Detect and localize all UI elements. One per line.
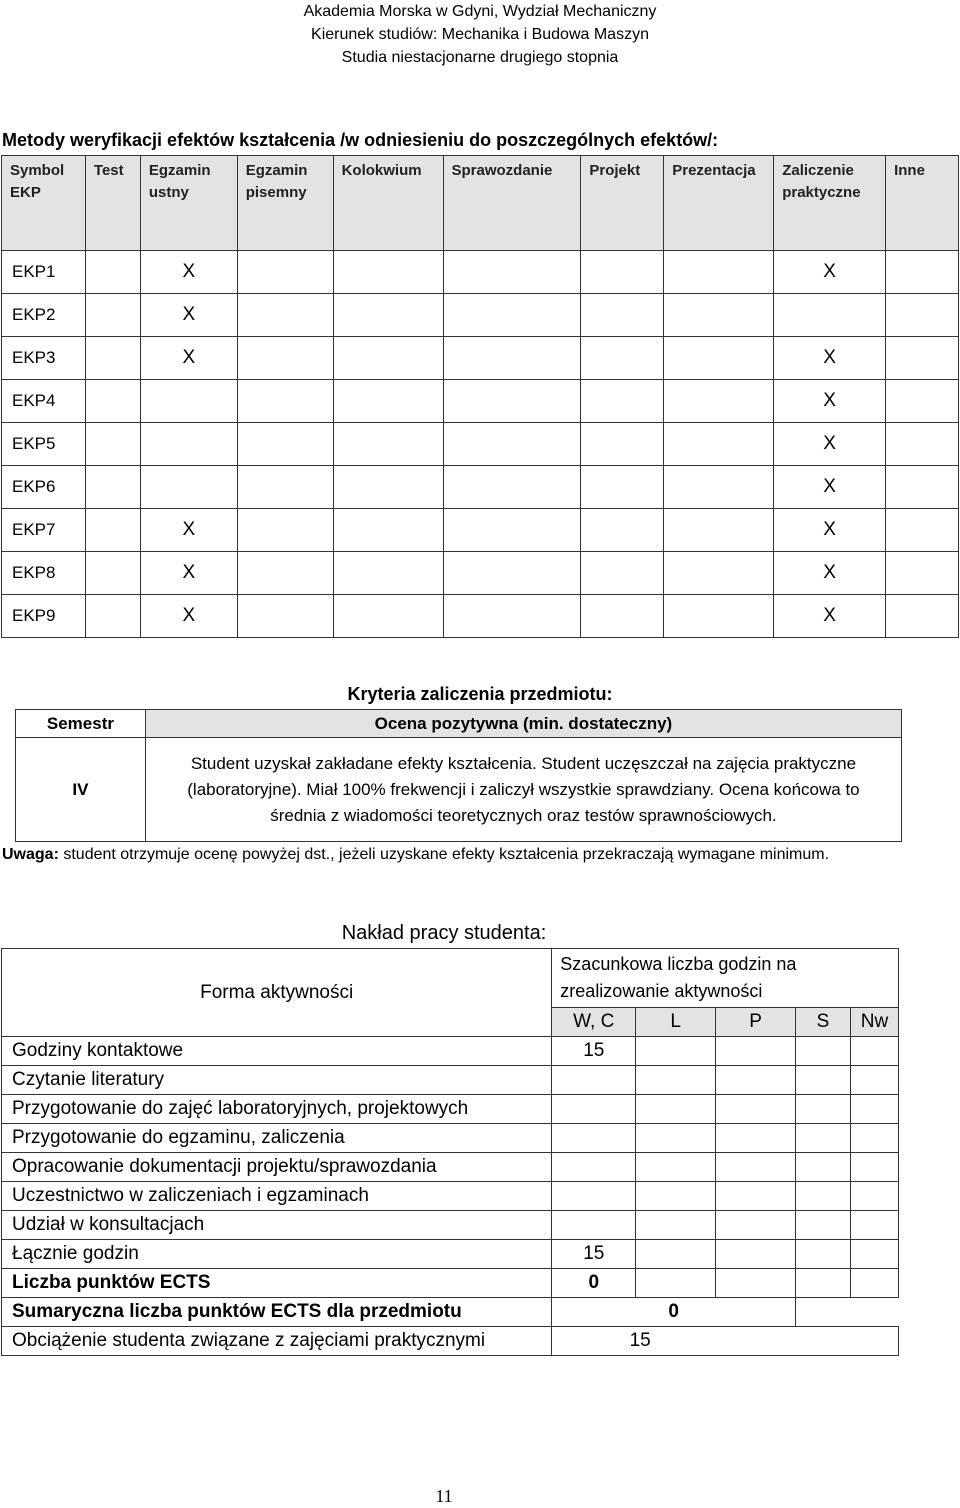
note-text: student otrzymuje ocenę powyżej dst., jeżeli uzyskane efekty kształcenia przekraczają wymagane minimum. bbox=[58, 846, 830, 863]
method-mark bbox=[443, 337, 581, 380]
method-mark bbox=[85, 380, 140, 423]
activity-hours bbox=[850, 1153, 898, 1182]
header-institution: Akademia Morska w Gdyni, Wydział Mechaniczny bbox=[303, 3, 657, 20]
total-hours-value: 15 bbox=[552, 1240, 636, 1269]
header-field: Kierunek studiów: Mechanika i Budowa Maszyn bbox=[311, 26, 649, 43]
ekp-symbol: EKP1 bbox=[2, 251, 86, 294]
activity-hours bbox=[716, 1066, 796, 1095]
activity-hours bbox=[636, 1066, 716, 1095]
activity-hours bbox=[796, 1182, 851, 1211]
method-mark bbox=[664, 337, 774, 380]
method-mark bbox=[581, 294, 664, 337]
workload-row bbox=[2, 1182, 899, 1211]
method-mark bbox=[443, 509, 581, 552]
activity-hours bbox=[552, 1095, 636, 1124]
method-mark: X bbox=[140, 337, 237, 380]
activity-label: Przygotowanie do egzaminu, zaliczenia bbox=[2, 1124, 552, 1153]
activity-hours bbox=[636, 1095, 716, 1124]
ekp-symbol: EKP9 bbox=[2, 595, 86, 638]
activity-hours bbox=[850, 1066, 898, 1095]
method-mark bbox=[85, 595, 140, 638]
method-mark: X bbox=[140, 552, 237, 595]
activity-hours bbox=[850, 1182, 898, 1211]
activity-hours bbox=[796, 1153, 851, 1182]
method-mark bbox=[237, 552, 333, 595]
workload-row bbox=[2, 1066, 899, 1095]
method-mark bbox=[664, 294, 774, 337]
method-mark bbox=[333, 380, 443, 423]
method-mark bbox=[85, 251, 140, 294]
method-mark bbox=[581, 466, 664, 509]
col-projekt: Projekt bbox=[581, 156, 664, 251]
col-test: Test bbox=[85, 156, 140, 251]
workload-row bbox=[2, 1153, 899, 1182]
method-mark bbox=[85, 423, 140, 466]
activity-hours: 15 bbox=[552, 1037, 636, 1066]
activity-hours bbox=[636, 1153, 716, 1182]
total-hours-label: Łącznie godzin bbox=[2, 1240, 552, 1269]
workload-row bbox=[2, 1211, 899, 1240]
activity-hours bbox=[850, 1124, 898, 1153]
ekp-symbol: EKP8 bbox=[2, 552, 86, 595]
activity-hours bbox=[796, 1066, 851, 1095]
method-mark: X bbox=[140, 595, 237, 638]
practical-label: Obciążenie studenta związane z zajęciami praktycznymi bbox=[2, 1327, 552, 1356]
sum-ects-value: 0 bbox=[552, 1298, 796, 1327]
method-mark bbox=[886, 251, 959, 294]
table-row bbox=[2, 509, 959, 552]
col-sprawozdanie: Sprawozdanie bbox=[443, 156, 581, 251]
activity-hours bbox=[552, 1124, 636, 1153]
note-label: Uwaga: bbox=[2, 846, 59, 863]
activity-hours bbox=[636, 1124, 716, 1153]
method-mark bbox=[443, 466, 581, 509]
method-mark: X bbox=[774, 251, 886, 294]
method-mark bbox=[443, 552, 581, 595]
method-mark: X bbox=[140, 251, 237, 294]
table-row bbox=[2, 466, 959, 509]
table-row bbox=[2, 552, 959, 595]
method-mark bbox=[237, 337, 333, 380]
method-mark bbox=[237, 595, 333, 638]
method-mark bbox=[85, 509, 140, 552]
ekp-symbol: EKP6 bbox=[2, 466, 86, 509]
col-prezentacja: Prezentacja bbox=[664, 156, 774, 251]
method-mark bbox=[237, 380, 333, 423]
activity-hours bbox=[796, 1124, 851, 1153]
method-mark bbox=[664, 509, 774, 552]
method-mark bbox=[237, 251, 333, 294]
table-row bbox=[2, 294, 959, 337]
method-mark bbox=[581, 595, 664, 638]
method-mark bbox=[443, 423, 581, 466]
subcol-l: L bbox=[636, 1008, 716, 1037]
method-mark: X bbox=[774, 337, 886, 380]
method-mark bbox=[581, 337, 664, 380]
method-mark bbox=[581, 251, 664, 294]
method-mark bbox=[333, 552, 443, 595]
method-mark bbox=[333, 423, 443, 466]
table-row bbox=[2, 423, 959, 466]
activity-hours bbox=[552, 1066, 636, 1095]
estimate-label: Szacunkowa liczba godzin na zrealizowanie aktywności bbox=[552, 949, 899, 1008]
method-mark: X bbox=[774, 552, 886, 595]
criteria-note bbox=[2, 844, 882, 866]
grade-label: Ocena pozytywna (min. dostateczny) bbox=[145, 710, 901, 738]
method-mark: X bbox=[140, 294, 237, 337]
method-mark bbox=[443, 294, 581, 337]
method-mark bbox=[664, 423, 774, 466]
header-study-mode: Studia niestacjonarne drugiego stopnia bbox=[341, 49, 619, 66]
method-mark bbox=[886, 509, 959, 552]
workload-row bbox=[2, 1124, 899, 1153]
table-row bbox=[2, 337, 959, 380]
method-mark bbox=[443, 595, 581, 638]
method-mark bbox=[886, 337, 959, 380]
table-row bbox=[2, 595, 959, 638]
method-mark bbox=[85, 466, 140, 509]
activity-hours bbox=[552, 1153, 636, 1182]
method-mark bbox=[581, 380, 664, 423]
method-mark bbox=[443, 380, 581, 423]
sum-ects-label: Sumaryczna liczba punktów ECTS dla przedmiotu bbox=[2, 1298, 552, 1327]
workload-row bbox=[2, 1095, 899, 1124]
activity-hours bbox=[636, 1037, 716, 1066]
activity-hours bbox=[796, 1211, 851, 1240]
methods-table bbox=[1, 155, 959, 638]
activity-label: Czytanie literatury bbox=[2, 1066, 552, 1095]
subcol-wc: W, C bbox=[552, 1008, 636, 1037]
col-egzamin-ustny: Egzamin ustny bbox=[140, 156, 237, 251]
activity-hours bbox=[796, 1095, 851, 1124]
activity-hours bbox=[716, 1037, 796, 1066]
semester-label: Semestr bbox=[16, 710, 146, 738]
col-inne: Inne bbox=[886, 156, 959, 251]
activity-hours bbox=[850, 1037, 898, 1066]
method-mark bbox=[443, 251, 581, 294]
method-mark bbox=[581, 509, 664, 552]
method-mark bbox=[85, 294, 140, 337]
methods-header-row bbox=[2, 156, 959, 251]
ekp-symbol: EKP3 bbox=[2, 337, 86, 380]
method-mark: X bbox=[774, 423, 886, 466]
activity-hours bbox=[850, 1095, 898, 1124]
method-mark bbox=[886, 423, 959, 466]
method-mark bbox=[140, 466, 237, 509]
activity-hours bbox=[716, 1211, 796, 1240]
semester-value: IV bbox=[16, 738, 146, 842]
ekp-symbol: EKP7 bbox=[2, 509, 86, 552]
subcol-s: S bbox=[796, 1008, 851, 1037]
activity-hours bbox=[636, 1182, 716, 1211]
activity-hours bbox=[716, 1095, 796, 1124]
practical-value: 15 bbox=[552, 1327, 899, 1356]
method-mark bbox=[237, 423, 333, 466]
method-mark bbox=[333, 337, 443, 380]
activity-hours bbox=[716, 1124, 796, 1153]
workload-title: Nakład pracy studenta: bbox=[341, 922, 547, 944]
method-mark bbox=[333, 294, 443, 337]
method-mark bbox=[237, 294, 333, 337]
activity-hours bbox=[716, 1182, 796, 1211]
method-mark bbox=[886, 466, 959, 509]
method-mark bbox=[664, 595, 774, 638]
method-mark bbox=[886, 380, 959, 423]
method-mark bbox=[333, 509, 443, 552]
activity-label: Opracowanie dokumentacji projektu/sprawozdania bbox=[2, 1153, 552, 1182]
method-mark bbox=[581, 423, 664, 466]
table-row bbox=[2, 251, 959, 294]
form-label: Forma aktywności bbox=[2, 949, 552, 1037]
method-mark bbox=[140, 423, 237, 466]
ekp-symbol: EKP4 bbox=[2, 380, 86, 423]
method-mark bbox=[333, 595, 443, 638]
ekp-symbol: EKP5 bbox=[2, 423, 86, 466]
method-mark bbox=[581, 552, 664, 595]
criteria-title: Kryteria zaliczenia przedmiotu: bbox=[347, 684, 613, 704]
method-mark bbox=[664, 380, 774, 423]
activity-hours bbox=[716, 1153, 796, 1182]
col-zaliczenie-praktyczne: Zaliczenie praktyczne bbox=[774, 156, 886, 251]
table-row bbox=[2, 380, 959, 423]
activity-hours bbox=[796, 1037, 851, 1066]
method-mark: X bbox=[774, 466, 886, 509]
method-mark bbox=[664, 466, 774, 509]
methods-title: Metody weryfikacji efektów kształcenia /w odniesieniu do poszczególnych efektów/: bbox=[2, 130, 719, 150]
activity-label: Uczestnictwo w zaliczeniach i egzaminach bbox=[2, 1182, 552, 1211]
method-mark bbox=[85, 552, 140, 595]
subcol-nw: Nw bbox=[850, 1008, 898, 1037]
method-mark bbox=[664, 251, 774, 294]
method-mark bbox=[333, 466, 443, 509]
activity-hours bbox=[552, 1182, 636, 1211]
ects-value: 0 bbox=[552, 1269, 636, 1298]
workload-table bbox=[1, 948, 899, 1356]
ects-label: Liczba punktów ECTS bbox=[2, 1269, 552, 1298]
method-mark bbox=[886, 552, 959, 595]
page-number: 11 bbox=[435, 1486, 453, 1506]
method-mark bbox=[886, 595, 959, 638]
method-mark: X bbox=[774, 380, 886, 423]
activity-hours bbox=[636, 1211, 716, 1240]
method-mark bbox=[237, 466, 333, 509]
method-mark bbox=[85, 337, 140, 380]
method-mark bbox=[774, 294, 886, 337]
method-mark: X bbox=[774, 509, 886, 552]
method-mark: X bbox=[140, 509, 237, 552]
activity-label: Przygotowanie do zajęć laboratoryjnych, projektowych bbox=[2, 1095, 552, 1124]
ekp-symbol: EKP2 bbox=[2, 294, 86, 337]
activity-hours bbox=[850, 1211, 898, 1240]
criteria-table bbox=[15, 709, 902, 842]
activity-label: Udział w konsultacjach bbox=[2, 1211, 552, 1240]
method-mark bbox=[333, 251, 443, 294]
col-kolokwium: Kolokwium bbox=[333, 156, 443, 251]
activity-label: Godziny kontaktowe bbox=[2, 1037, 552, 1066]
col-egzamin-pisemny: Egzamin pisemny bbox=[237, 156, 333, 251]
subcol-p: P bbox=[716, 1008, 796, 1037]
method-mark bbox=[886, 294, 959, 337]
method-mark bbox=[237, 509, 333, 552]
col-symbol-ekp: Symbol EKP bbox=[2, 156, 86, 251]
method-mark bbox=[140, 380, 237, 423]
activity-hours bbox=[552, 1211, 636, 1240]
method-mark bbox=[664, 552, 774, 595]
workload-row bbox=[2, 1037, 899, 1066]
criteria-description: Student uzyskał zakładane efekty kształcenia. Student uczęszczał na zajęcia praktyczne (laboratoryjne). Miał 100% frekwencji i zaliczył wszystkie sprawdziany. Ocena końcowa to średnia z wiadomości teoretycznych oraz testów sprawnościowych. bbox=[145, 738, 901, 842]
method-mark: X bbox=[774, 595, 886, 638]
